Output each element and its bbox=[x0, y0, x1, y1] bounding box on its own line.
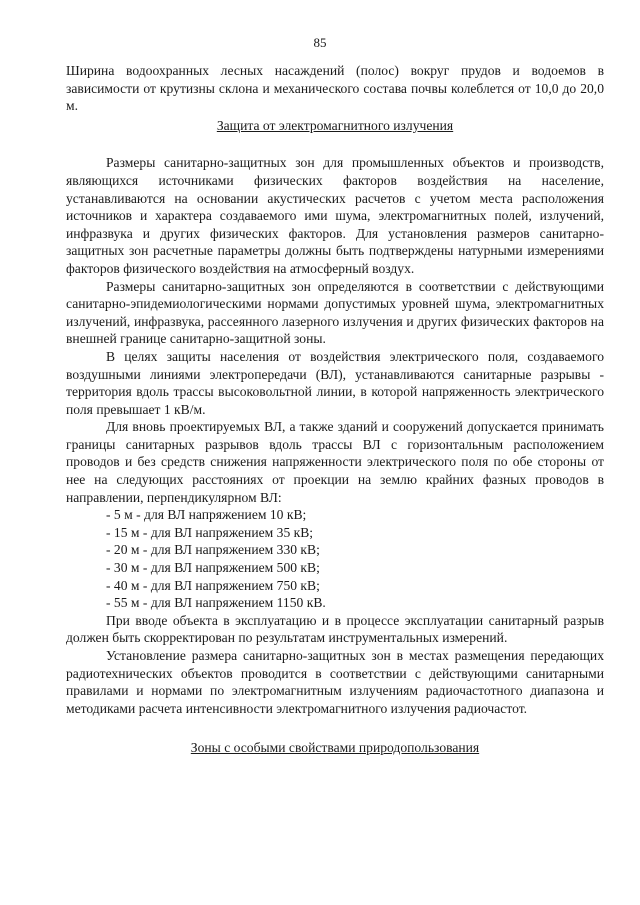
list-item: - 55 м - для ВЛ напряжением 1150 кВ. bbox=[106, 595, 326, 611]
paragraph-commissioning: При вводе объекта в эксплуатацию и в процессе эксплуатации санитарный разрыв должен быть скорректирован по результатам инструментальных измерений. bbox=[66, 612, 604, 646]
bottom-heading: Зоны с особыми свойствами природопользования bbox=[190, 740, 480, 756]
section-heading: Защита от электромагнитного излучения bbox=[216, 117, 454, 133]
paragraph-new-power-lines: Для вновь проектируемых ВЛ, а также зданий и сооружений допускается принимать границы санитарных разрывов вдоль трассы ВЛ с горизонтальным расположением проводов и без средств снижения напряженности электрического поля по обе стороны от нее на следующих расстояниях от проекции на землю крайних фазных проводов в направлении, перпендикулярном ВЛ: bbox=[66, 419, 604, 505]
list-item: - 5 м - для ВЛ напряжением 10 кВ; bbox=[106, 507, 307, 523]
distance-list bbox=[66, 506, 604, 612]
paragraph-sanitary-zones-size: Размеры санитарно-защитных зон для промышленных объектов и производств, являющихся источниками физических факторов воздействия на население, устанавливаются на основании акустических расчетов с учетом места расположения источников и характера создаваемого ими шума, электромагнитных полей, излучений, инфразвука и других физических факторов. Для установления размеров санитарно-защитных зон расчетные параметры должны быть подтверждены натурными измерениями факторов физического воздействия на атмосферный воздух. bbox=[66, 155, 604, 276]
page-number: 85 bbox=[313, 35, 327, 50]
intro-paragraph: Ширина водоохранных лесных насаждений (полос) вокруг прудов и водоемов в зависимости от крутизны склона и механического состава почвы колеблется от 10,0 до 20,0 м. bbox=[66, 63, 604, 114]
paragraph-radio-objects: Установление размера санитарно-защитных зон в местах размещения передающих радиотехнических объектов проводится в соответствии с действующими санитарными правилами и нормами по электромагнитным излучениям радиочастотного диапазона и методиками расчета интенсивности электромагнитного излучения радиочастот. bbox=[66, 648, 604, 716]
paragraph-electric-field-protection: В целях защиты населения от воздействия электрического поля, создаваемого воздушными линиями электропередачи (ВЛ), устанавливаются санитарные разрывы - территория вдоль трассы высоковольтной линии, в которой напряженность электрического поля превышает 1 кВ/м. bbox=[66, 348, 604, 417]
list-item: - 15 м - для ВЛ напряжением 35 кВ; bbox=[106, 524, 314, 540]
page-content bbox=[66, 62, 604, 777]
list-item: - 40 м - для ВЛ напряжением 750 кВ; bbox=[106, 577, 320, 593]
list-item: - 30 м - для ВЛ напряжением 500 кВ; bbox=[106, 560, 320, 576]
list-item: - 20 м - для ВЛ напряжением 330 кВ; bbox=[106, 542, 320, 558]
paragraph-sanitary-zones-determination: Размеры санитарно-защитных зон определяются в соответствии с действующими санитарно-эпидемиологическими нормами допустимых уровней шума, электромагнитных излучений, инфразвука, рассеянного лазерного излучения и других физических факторов на внешней границе санитарно-защитной зоны. bbox=[66, 278, 604, 347]
